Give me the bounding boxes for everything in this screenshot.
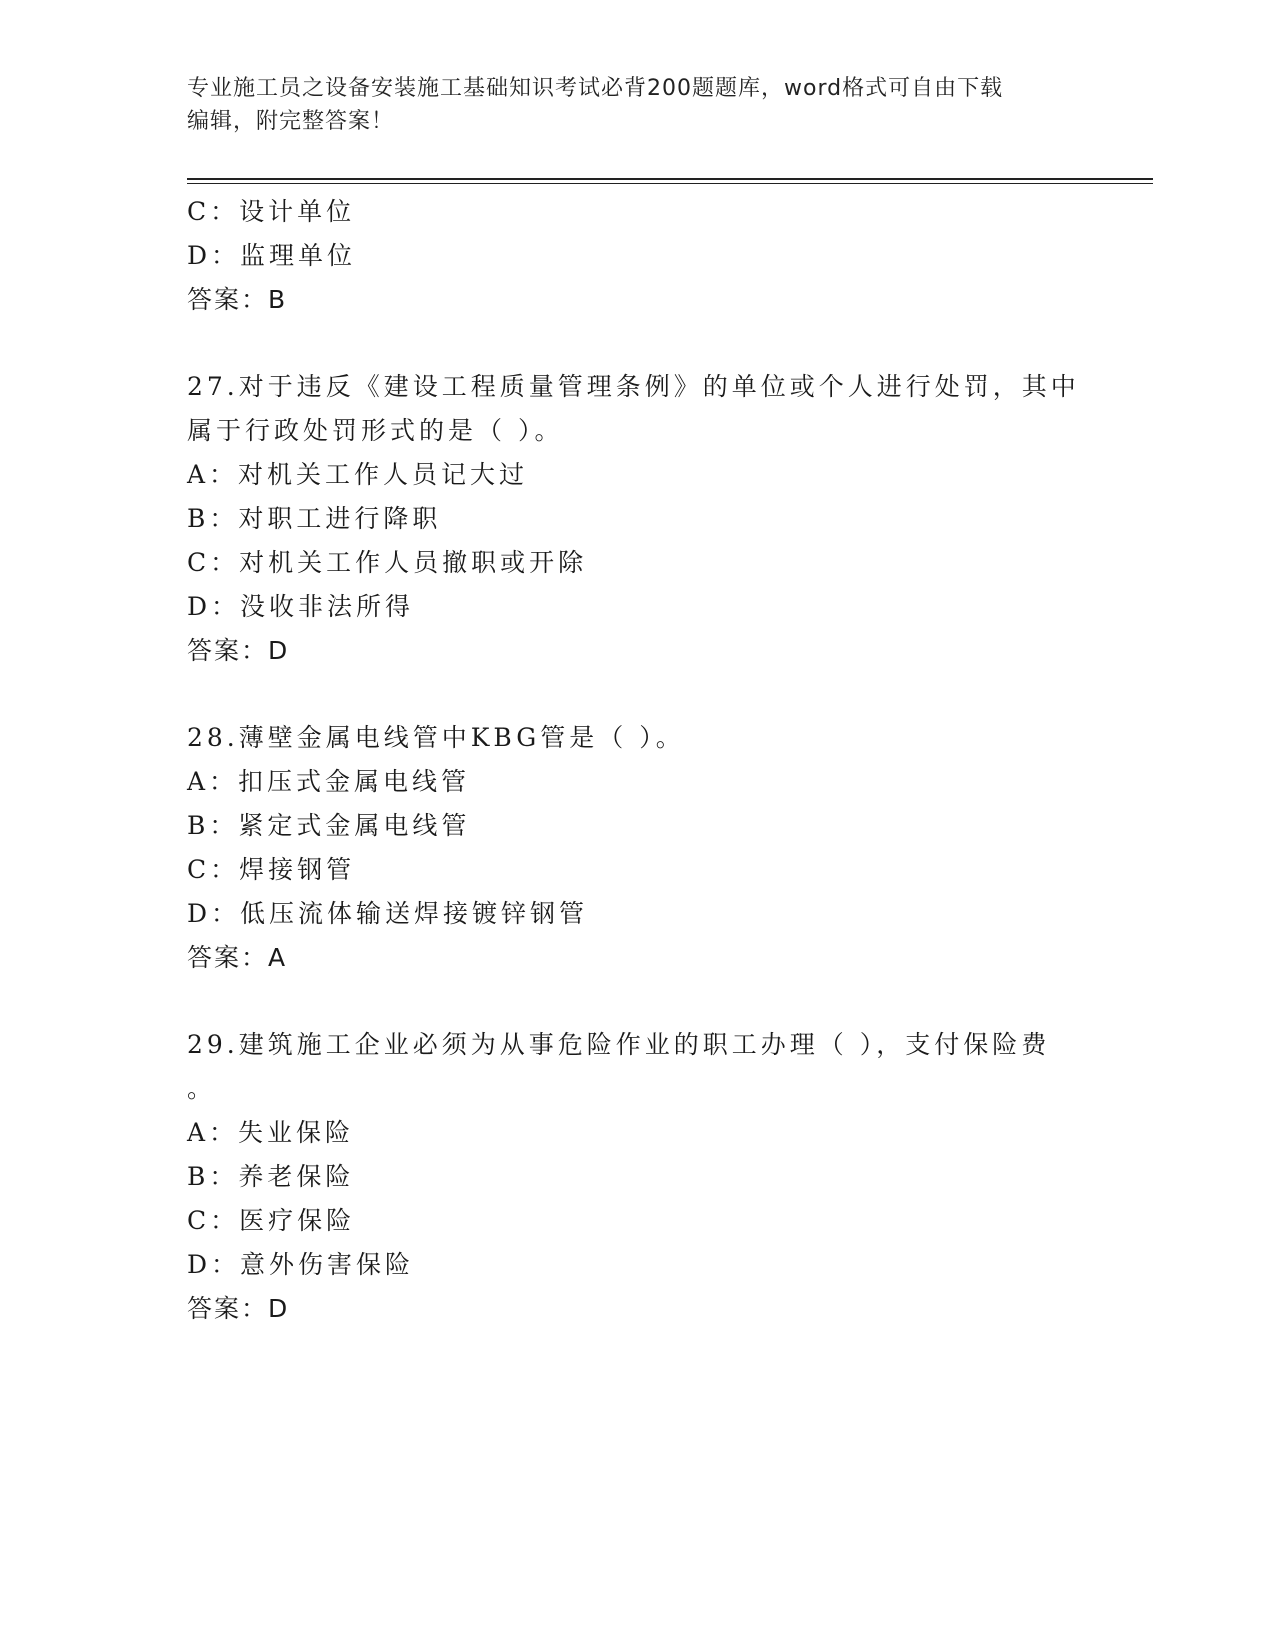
q29-stem-line-1: 29.建筑施工企业必须为从事危险作业的职工办理（ ），支付保险费 <box>187 1030 1051 1059</box>
q27-answer: 答案：D <box>187 636 290 665</box>
q27-option-a: A：对机关工作人员记大过 <box>187 460 529 489</box>
q29-stem-line-2: 。 <box>187 1074 217 1103</box>
q28-option-c: C：焊接钢管 <box>187 855 356 884</box>
q27-option-c: C：对机关工作人员撤职或开除 <box>187 548 588 577</box>
q29-option-c: C：医疗保险 <box>187 1206 356 1235</box>
header-divider-thin <box>187 183 1153 184</box>
prev-option-d: D：监理单位 <box>187 241 357 270</box>
q29-option-b: B：养老保险 <box>187 1162 355 1191</box>
prev-option-c: C：设计单位 <box>187 197 356 226</box>
header-line-2: 编辑，附完整答案！ <box>187 109 395 134</box>
q27-option-b: B：对职工进行降职 <box>187 504 442 533</box>
q29-option-d: D：意外伤害保险 <box>187 1250 415 1279</box>
q28-stem-line-1: 28.薄壁金属电线管中KBG管是（ ）。 <box>187 723 685 752</box>
q27-stem-line-1: 27.对于违反《建设工程质量管理条例》的单位或个人进行处罚，其中 <box>187 372 1080 401</box>
q29-option-a: A：失业保险 <box>187 1118 355 1147</box>
q29-answer: 答案：D <box>187 1294 290 1323</box>
header-divider-thick <box>187 178 1153 180</box>
document-header <box>187 72 1087 138</box>
q28-option-b: B：紧定式金属电线管 <box>187 811 471 840</box>
q28-option-d: D：低压流体输送焊接镀锌钢管 <box>187 899 589 928</box>
prev-answer: 答案：B <box>187 285 288 314</box>
q28-option-a: A：扣压式金属电线管 <box>187 767 471 796</box>
q27-stem-line-2: 属于行政处罚形式的是（ ）。 <box>187 416 564 445</box>
q28-answer: 答案：A <box>187 943 288 972</box>
header-line-1: 专业施工员之设备安装施工基础知识考试必背200题题库，word格式可自由下载 <box>187 76 1004 101</box>
q27-option-d: D：没收非法所得 <box>187 592 415 621</box>
